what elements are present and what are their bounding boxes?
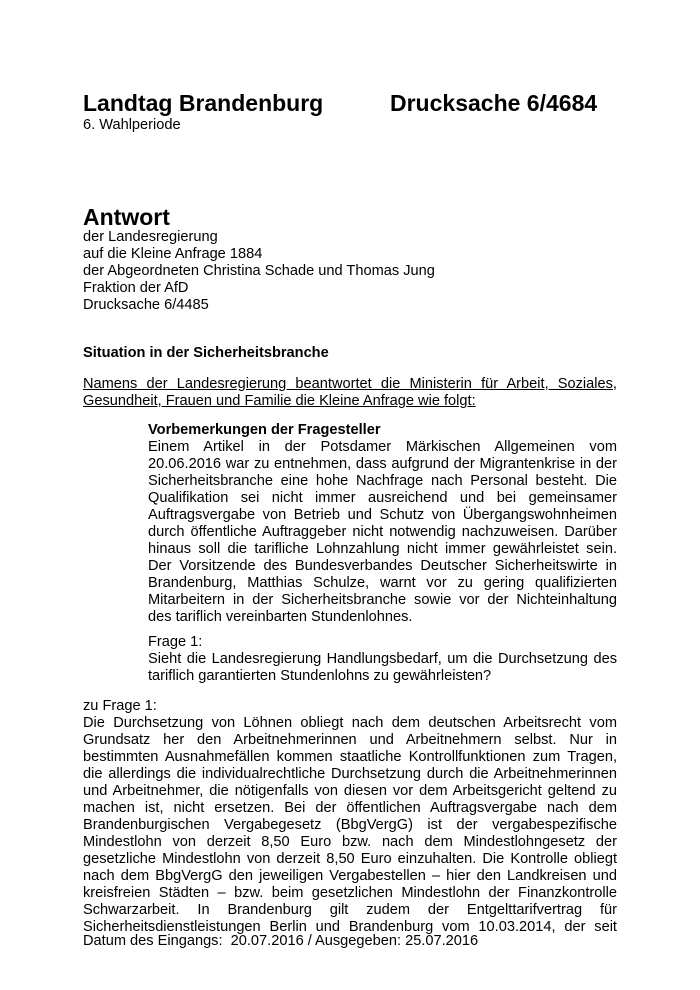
intro-paragraph bbox=[83, 376, 617, 410]
footer-dates: Datum des Eingangs: 20.07.2016 / Ausgegeben: 25.07.2016 bbox=[83, 933, 479, 949]
preliminary-heading: Vorbemerkungen der Fragesteller bbox=[148, 422, 381, 438]
intro-text: Namens der Landesregierung beantwortet die Ministerin für Arbeit, Soziales, Gesundheit, Frauen und Familie die Kleine Anfrage wie folgt: bbox=[83, 376, 617, 409]
question-1-text: Sieht die Landesregierung Handlungsbedarf, um die Durchsetzung des tariflich garantierten Stundenlohns zu gewährleisten? bbox=[148, 651, 617, 684]
meta-line: der Landesregierung bbox=[83, 229, 218, 245]
answer-title: Antwort bbox=[83, 204, 170, 230]
question-1-label: Frage 1: bbox=[148, 634, 203, 650]
answer-1-text: Die Durchsetzung von Löhnen obliegt nach dem deutschen Arbeitsrecht vom Grundsatz her den Arbeitnehmerinnen und Arbeitnehmern selbst. Nur in bestimmten Ausnahmefällen kommen staatliche Kontrollfunktionen zum Tragen, die allerdings die individualrechtliche Durchsetzung durch die Arbeitnehmerinnen und Arbeitnehmer, die nötigenfalls von diesen vor dem Arbeitsgericht geltend zu machen ist, nicht ersetzen. Bei der öffentlichen Auftragsvergabe nach dem Brandenburgischen Vergabegesetz (BbgVergG) ist der vergabespezifische Mindestlohn von derzeit 8,50 Euro bzw. nach dem Mindestlohngesetz der gesetzliche Mindestlohn von derzeit 8,50 Euro einzuhalten. Die Kontrolle obliegt nach dem BbgVergG den jeweiligen Vergabestellen – hier den Landkreisen und kreisfreien Städten – bzw. beim gesetzlichen Mindestlohn der Finanzkontrolle Schwarzarbeit. In Brandenburg gilt zudem der Entgelttarifvertrag für Sicherheitsdienstleistungen Berlin und Brandenburg vom 10.03.2014, der seit bbox=[83, 715, 617, 935]
meta-line: Drucksache 6/4485 bbox=[83, 297, 209, 313]
document-number: Drucksache 6/4684 bbox=[390, 90, 598, 116]
answer-1-label: zu Frage 1: bbox=[83, 698, 157, 714]
meta-line: auf die Kleine Anfrage 1884 bbox=[83, 246, 263, 262]
answer-meta bbox=[83, 229, 435, 314]
question-1 bbox=[148, 634, 617, 685]
preliminary-text: Einem Artikel in der Potsdamer Märkischen Allgemeinen vom 20.06.2016 war zu entnehmen, dass aufgrund der Migrantenkrise in der Sicherheitsbranche eine hohe Nachfrage nach Personal besteht. Die Qualifikation sei nicht immer ausreichend und bei gemeinsamer Auftragsvergabe von Betrieb und Schutz von Übergangswohnheimen durch öffentliche Auftraggeber nicht notwendig nachzuweisen. Darüber hinaus soll die tarifliche Lohnzahlung nicht immer gewährleistet sein. Der Vorsitzende des Bundesverbandes Deutscher Sicherheitswirte in Brandenburg, Matthias Schulze, warnt vor zu gering qualifizierten Mitarbeitern in der Sicherheitsbranche sowie vor der Nichteinhaltung des tariflich vereinbarten Stundenlohnes. bbox=[148, 439, 617, 625]
answer-1 bbox=[83, 698, 617, 936]
subject-heading: Situation in der Sicherheitsbranche bbox=[83, 345, 329, 361]
legislative-period: 6. Wahlperiode bbox=[83, 117, 181, 133]
meta-line: Fraktion der AfD bbox=[83, 280, 189, 296]
meta-line: der Abgeordneten Christina Schade und Thomas Jung bbox=[83, 263, 435, 279]
preliminary-remarks bbox=[148, 422, 617, 626]
parliament-name: Landtag Brandenburg bbox=[83, 90, 324, 116]
